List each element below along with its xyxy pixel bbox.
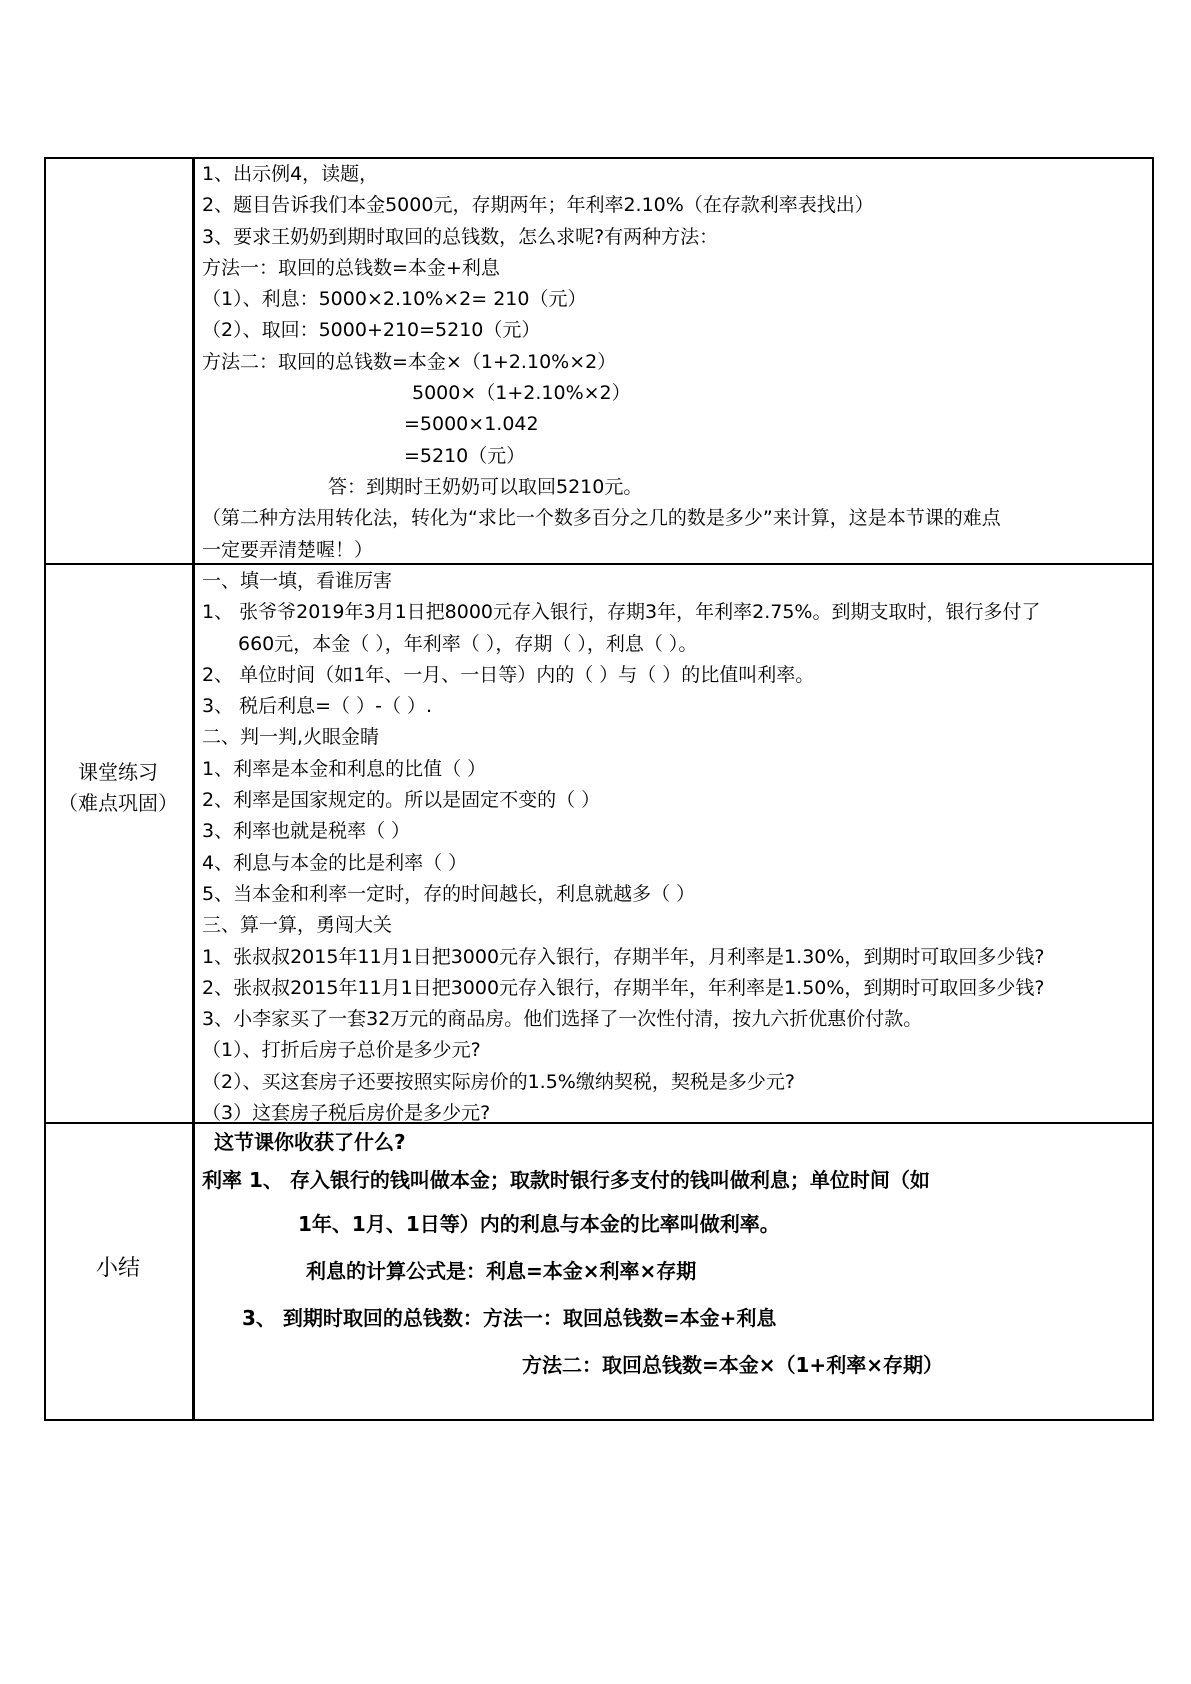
summary-line: 方法二：取回总钱数=本金×（1+利率×存期） xyxy=(522,1353,943,1377)
practice-item: 1、张叔叔2015年11月1日把3000元存入银行，存期半年，月利率是1.30%，到期时可取回多少钱? xyxy=(202,945,1045,968)
lesson-table xyxy=(44,157,1154,1421)
practice-item: 4、利息与本金的比是利率（ ） xyxy=(202,851,468,874)
practice-heading: 二、判一判,火眼金睛 xyxy=(202,726,380,749)
summary-label: 小结 xyxy=(95,1256,140,1281)
example-line: 1、出示例4，读题， xyxy=(202,163,379,185)
practice-label-subtitle: （难点巩固） xyxy=(58,791,178,815)
method-two-step: =5210（元） xyxy=(404,444,526,467)
practice-subitem: （2）、买这套房子还要按照实际房价的1.5%缴纳契税，契税是多少元? xyxy=(202,1070,795,1093)
summary-formula: 利息的计算公式是：利息=本金×利率×存期 xyxy=(306,1259,697,1283)
practice-item: 2、 单位时间（如1年、一月、一日等）内的（ ）与（ ）的比值叫利率。 xyxy=(202,663,815,686)
practice-label xyxy=(44,757,192,819)
summary-line: 3、 到期时取回的总钱数：方法一：取回总钱数=本金+利息 xyxy=(242,1306,777,1330)
method-two-step: 5000×（1+2.10%×2） xyxy=(412,382,631,405)
practice-cell xyxy=(202,566,1144,1129)
practice-item: 2、张叔叔2015年11月1日把3000元存入银行，存期半年，年利率是1.50%，到期时可取回多少钱? xyxy=(202,976,1045,999)
practice-item: 3、 税后利息=（ ）-（ ）. xyxy=(202,695,433,718)
practice-heading: 一、填一填，看谁厉害 xyxy=(202,570,393,592)
method-one-step: （1）、利息：5000×2.10%×2= 210（元） xyxy=(202,288,587,311)
practice-item: 660元，本金（ ），年利率（ ），存期（ ），利息（ ）。 xyxy=(238,632,698,655)
example-note: 一定要弄清楚喔！） xyxy=(202,538,374,561)
method-one-step: （2）、取回：5000+210=5210（元） xyxy=(202,319,541,342)
example-cell xyxy=(202,159,1144,566)
method-two-title: 方法二：取回的总钱数=本金×（1+2.10%×2） xyxy=(202,350,617,373)
summary-question: 这节课你收获了什么? xyxy=(214,1130,406,1154)
method-two-step: =5000×1.042 xyxy=(404,413,539,436)
practice-label-title: 课堂练习 xyxy=(78,760,158,784)
table-border-right xyxy=(1152,157,1154,1421)
example-answer: 答：到期时王奶奶可以取回5210元。 xyxy=(328,475,643,498)
summary-line: 利率 1、 存入银行的钱叫做本金；取款时银行多支付的钱叫做利息；单位时间（如 xyxy=(202,1168,930,1192)
example-line: 2、题目告诉我们本金5000元，存期两年；年利率2.10%（在存款利率表找出） xyxy=(202,194,874,217)
table-border-bottom xyxy=(44,1419,1154,1421)
practice-item: 3、利率也就是税率（ ） xyxy=(202,820,411,843)
table-column-divider xyxy=(192,157,195,1421)
method-one-title: 方法一：取回的总钱数=本金+利息 xyxy=(202,256,500,279)
practice-item: 5、当本金和利率一定时，存的时间越长，利息就越多（ ） xyxy=(202,882,696,905)
practice-item: 1、利率是本金和利息的比值（ ） xyxy=(202,757,487,780)
practice-item: 1、 张爷爷2019年3月1日把8000元存入银行，存期3年，年利率2.75%。到期支取时，银行多付了 xyxy=(202,601,1041,624)
example-note: （第二种方法用转化法，转化为“求比一个数多百分之几的数是多少”来计算，这是本节课的难点 xyxy=(202,507,1001,530)
practice-item: 2、利率是国家规定的。所以是固定不变的（ ） xyxy=(202,789,601,812)
summary-cell xyxy=(202,1125,1144,1389)
practice-subitem: （1）、打折后房子总价是多少元? xyxy=(202,1039,481,1062)
summary-line: 1年、1月、1日等）内的利息与本金的比率叫做利率。 xyxy=(298,1212,780,1236)
practice-subitem: （3）这套房子税后房价是多少元? xyxy=(202,1102,491,1125)
practice-heading: 三、算一算，勇闯大关 xyxy=(202,914,393,937)
example-line: 3、要求王奶奶到期时取回的总钱数，怎么求呢?有两种方法： xyxy=(202,225,719,248)
practice-item: 3、小李家买了一套32万元的商品房。他们选择了一次性付清，按九六折优惠价付款。 xyxy=(202,1008,923,1031)
